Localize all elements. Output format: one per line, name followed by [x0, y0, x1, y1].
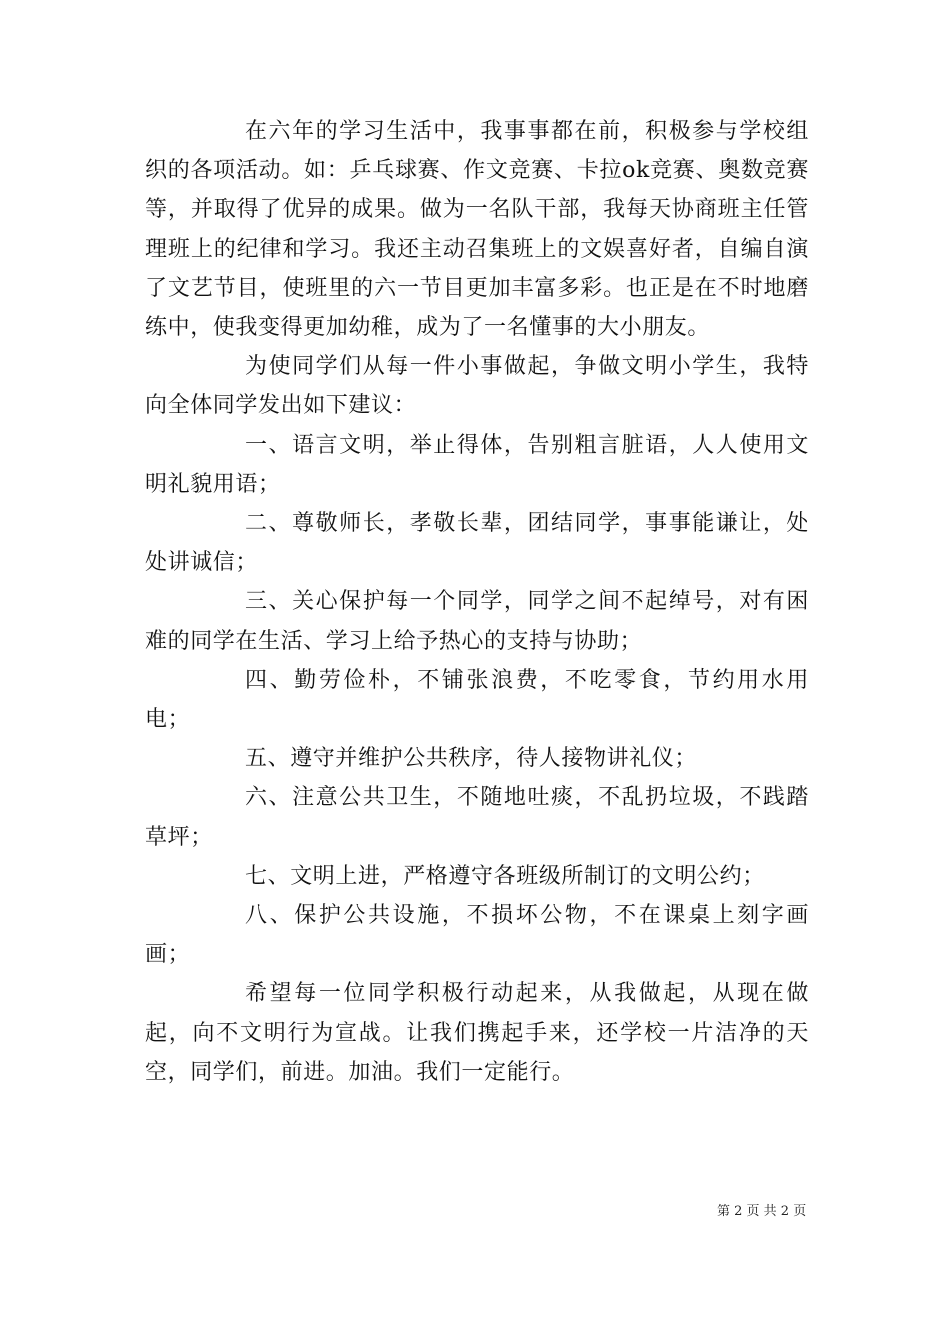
proposal-item-6: 六、注意公共卫生，不随地吐痰，不乱扔垃圾，不践踏草坪；: [145, 785, 809, 850]
paragraph-proposal-intro: 为使同学们从每一件小事做起，争做文明小学生，我特向全体同学发出如下建议：: [145, 354, 809, 419]
document-body: [145, 112, 809, 1092]
proposal-item-5: 五、遵守并维护公共秩序，待人接物讲礼仪；: [245, 746, 698, 772]
proposal-item-4: 四、勤劳俭朴，不铺张浪费，不吃零食，节约用水用电；: [145, 667, 809, 733]
proposal-item-2: 二、尊敬师长，孝敬长辈，团结同学，事事能谦让，处处讲诚信；: [145, 511, 809, 576]
page-number-footer: 第 2 页 共 2 页: [717, 1204, 807, 1219]
paragraph-experience: 在六年的学习生活中，我事事都在前，积极参与学校组织的各项活动。如：乒乓球赛、作文竞赛、卡拉ok竞赛、奥数竞赛等，并取得了优异的成果。做为一名队干部，我每天协商班主任管理班上的纪律和学习。我还主动召集班上的文娱喜好者，自编自演了文艺节目，使班里的六一节目更加丰富多彩。也正是在不时地磨练中，使我变得更加幼稚，成为了一名懂事的大小朋友。: [145, 119, 809, 341]
proposal-item-1: 一、语言文明，举止得体，告别粗言脏语，人人使用文明礼貌用语；: [145, 432, 809, 497]
proposal-item-7: 七、文明上进，严格遵守各班级所制订的文明公约；: [245, 863, 765, 889]
proposal-item-3: 三、关心保护每一个同学，同学之间不起绰号，对有困难的同学在生活、学习上给予热心的支持与协助；: [145, 589, 809, 654]
proposal-item-8: 八、保护公共设施，不损坏公物，不在课桌上刻字画画；: [145, 903, 809, 968]
paragraph-closing: 希望每一位同学积极行动起来，从我做起，从现在做起，向不文明行为宣战。让我们携起手来，还学校一片洁净的天空，同学们，前进。加油。我们一定能行。: [145, 981, 809, 1085]
